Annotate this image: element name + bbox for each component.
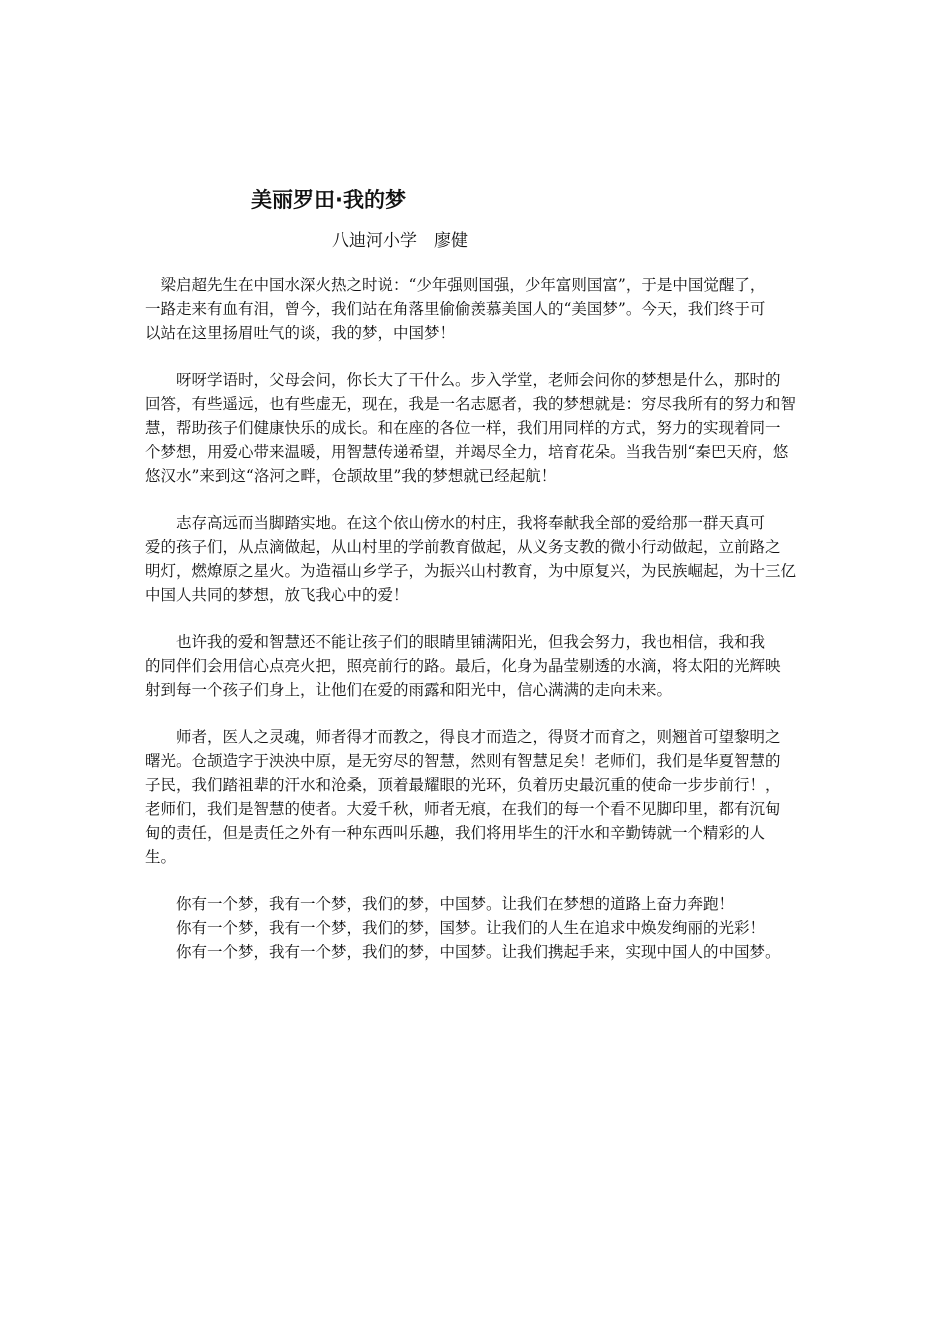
- paragraph-line: 明灯，燃燎原之星火。为造福山乡学子，为振兴山村教育，为中原复兴，为民族崛起，为十三亿: [145, 562, 797, 580]
- paragraph-line: 悠汉水”来到这“洛河之畔，仓颉故里”我的梦想就已经起航！: [145, 467, 557, 485]
- paragraph-line: 曙光。仓颉造字于泱泱中原，是无穷尽的智慧，然则有智慧足矣！老师们，我们是华夏智慧的: [145, 752, 781, 770]
- paragraph-line: 的同伴们会用信心点亮火把，照亮前行的路。最后，化身为晶莹剔透的水滴，将太阳的光辉映: [145, 657, 781, 675]
- paragraph-line: 慧，帮助孩子们健康快乐的成长。和在座的各位一样，我们用同样的方式，努力的实现着同一: [145, 419, 781, 437]
- paragraph-line: 射到每一个孩子们身上，让他们在爱的雨露和阳光中，信心满满的走向未来。: [145, 681, 673, 699]
- paragraph-line: 回答，有些遥远，也有些虚无，现在，我是一名志愿者，我的梦想就是：穷尽我所有的努力和智: [145, 395, 797, 413]
- document-author: 八迪河小学 廖健: [332, 231, 468, 251]
- paragraph-3: [145, 511, 810, 607]
- paragraph-line: 你有一个梦，我有一个梦，我们的梦，国梦。让我们的人生在追求中焕发绚丽的光彩！: [145, 919, 766, 937]
- paragraph-line: 老师们，我们是智慧的使者。大爱千秋，师者无痕，在我们的每一个看不见脚印里，都有沉甸: [145, 800, 781, 818]
- paragraph-line: 子民，我们踏祖辈的汗水和沧桑，顶着最耀眼的光环，负着历史最沉重的使命一步步前行！，: [145, 776, 781, 794]
- paragraph-line: 师者，医人之灵魂，师者得才而教之，得良才而造之，得贤才而育之，则翘首可望黎明之: [145, 728, 781, 746]
- paragraph-line: 你有一个梦，我有一个梦，我们的梦，中国梦。让我们在梦想的道路上奋力奔跑！: [145, 895, 735, 913]
- paragraph-line: 你有一个梦，我有一个梦，我们的梦，中国梦。让我们携起手来，实现中国人的中国梦。: [145, 943, 781, 961]
- paragraph-line: 志存高远而当脚踏实地。在这个依山傍水的村庄，我将奉献我全部的爱给那一群天真可: [145, 514, 766, 532]
- paragraph-line: 以站在这里扬眉吐气的谈，我的梦，中国梦！: [145, 324, 456, 342]
- paragraph-line: 个梦想，用爱心带来温暖，用智慧传递希望，并竭尽全力，培育花朵。当我告别“秦巴天府，悠: [145, 443, 789, 461]
- paragraph-line: 生。: [145, 848, 177, 866]
- paragraph-line: 甸的责任，但是责任之外有一种东西叫乐趣，我们将用毕生的汗水和辛勤铸就一个精彩的人: [145, 824, 766, 842]
- paragraph-2: [145, 368, 810, 488]
- paragraph-5: [145, 725, 810, 869]
- paragraph-4: [145, 630, 810, 702]
- paragraph-closing: [145, 892, 810, 964]
- document-body: [145, 273, 810, 987]
- paragraph-line: 梁启超先生在中国水深火热之时说：“少年强则国强，少年富则国富”，于是中国觉醒了，: [145, 276, 766, 294]
- document-title: 美丽罗田·我的梦: [251, 188, 406, 212]
- paragraph-1: [145, 273, 810, 345]
- paragraph-line: 也许我的爱和智慧还不能让孩子们的眼睛里铺满阳光，但我会努力，我也相信，我和我: [145, 633, 766, 651]
- paragraph-line: 爱的孩子们，从点滴做起，从山村里的学前教育做起，从义务支教的微小行动做起，立前路之: [145, 538, 781, 556]
- paragraph-line: 中国人共同的梦想，放飞我心中的爱！: [145, 586, 409, 604]
- paragraph-line: 一路走来有血有泪，曾今，我们站在角落里偷偷羡慕美国人的“美国梦”。今天，我们终于可: [145, 300, 766, 318]
- paragraph-line: 呀呀学语时，父母会问，你长大了干什么。步入学堂，老师会问你的梦想是什么，那时的: [145, 371, 781, 389]
